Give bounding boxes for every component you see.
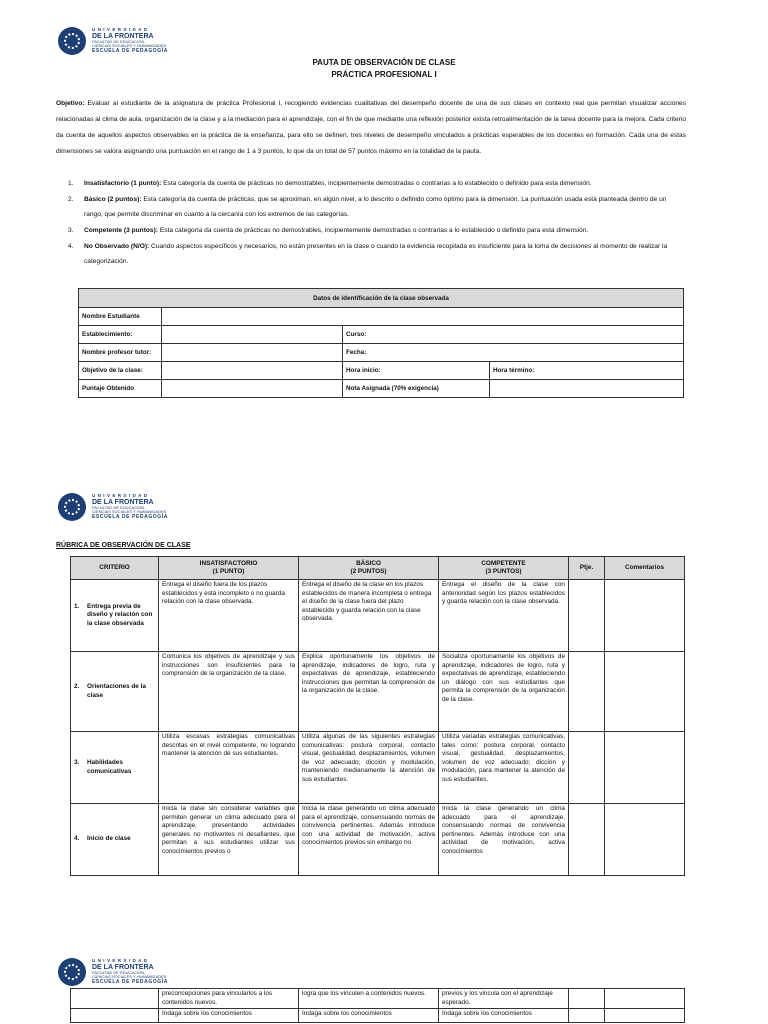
header-criterio: CRITERIO xyxy=(71,557,159,580)
insat-cell: Comunica los objetivos de aprendizaje y sus instrucciones son insuficientes para la comprensión de la organización de la clase. xyxy=(159,652,299,732)
field-establecimiento[interactable] xyxy=(162,326,343,344)
comentarios-cell[interactable] xyxy=(605,1009,685,1023)
header-ptje: Ptje. xyxy=(569,557,605,580)
objective-label: Objetivo: xyxy=(56,100,85,107)
level-item: 3. Competente (3 puntos): Esta categoría da cuenta de prácticas no demostrables, incipientemente demostradas o contrarias a lo establecido o definido para esta dimensión. xyxy=(68,227,589,234)
header-competente: COMPETENTE (3 PUNTOS) xyxy=(439,557,569,580)
label-establecimiento: Establecimiento: xyxy=(79,326,162,344)
performance-levels-list xyxy=(56,176,686,270)
criterio-cell: 1. Entrega previa de diseño y relación con la clase observada xyxy=(71,580,159,652)
table-row xyxy=(71,1009,685,1023)
basico-cell: Utiliza algunas de las siguientes estrategias comunicativas: postura corporal, contacto visual, gestualidad, desplazamientos, volumen de voz adecuado; dicción y modulación, manteniendo medianamente la atención de sus estudiantes. xyxy=(299,732,439,804)
competente-cell: Indaga sobre los conocimientos xyxy=(439,1009,569,1023)
label-nombre-estudiante: Nombre Estudiante xyxy=(79,308,162,326)
competente-cell: Entrega el diseño de la clase con anterioridad según los plazos establecidos y guarda relación con la clase observada. xyxy=(439,580,569,652)
label-fecha[interactable]: Fecha: xyxy=(343,344,684,362)
comentarios-cell[interactable] xyxy=(605,580,685,652)
insat-cell: Entrega el diseño fuera de los plazos establecidos y está incompleto o no guarda relación con la clase observada. xyxy=(159,580,299,652)
table-row xyxy=(71,804,685,876)
insat-cell: preconcepciones para vincularlos a los contenidos nuevos. xyxy=(159,989,299,1009)
objective-paragraph xyxy=(56,96,686,160)
table-row xyxy=(71,989,685,1009)
rubric-table-continued xyxy=(70,988,685,1023)
label-puntaje-obtenido: Puntaje Obtenido xyxy=(79,380,162,398)
identification-table xyxy=(78,288,684,398)
document-subtitle: PRÁCTICA PROFESIONAL I xyxy=(331,70,437,79)
rubric-table xyxy=(70,556,685,876)
university-logo: UNIVERSIDAD DE LA FRONTERA FACULTAD DE EDUCACIÓN, CIENCIAS SOCIALES Y HUMANIDADES ESCUELA DE PEDAGOGÍA xyxy=(58,493,168,521)
label-curso[interactable]: Curso: xyxy=(343,326,684,344)
rubric-header-row xyxy=(71,557,685,580)
competente-cell: previos y los vincula con el aprendizaje esperado. xyxy=(439,989,569,1009)
label-profesor-tutor: Nombre profesor tutor: xyxy=(79,344,162,362)
university-seal-icon xyxy=(58,27,86,55)
ptje-cell[interactable] xyxy=(569,580,605,652)
basico-cell: Explica oportunamente los objetivos de aprendizaje, indicadores de logro, ruta y expectativas de aprendizaje, estableciendo instrucciones que permitan la comprensión de la organización de la clase. xyxy=(299,652,439,732)
basico-cell: Entrega el diseño de la clase en los plazos establecidos de manera incompleta o entrega el diseño de la clase fuera del plazo establecido y guarda relación con la clase observada. xyxy=(299,580,439,652)
level-item: 4. No Observado (N/O): Cuando aspectos específicos y necesarios, no están presentes en la clase o cuando la evidencia recopilada es insuficiente para la toma de decisiones al momento de realizar la categorización. xyxy=(68,243,668,265)
insat-cell: Utiliza escasas estrategias comunicativas descritas en el nivel competente, no logrando mantener la atención de sus estudiantes. xyxy=(159,732,299,804)
insat-cell: Indaga sobre los conocimientos xyxy=(159,1009,299,1023)
criterio-cell: 4. Inicio de clase xyxy=(71,804,159,876)
university-logo: UNIVERSIDAD DE LA FRONTERA FACULTAD DE EDUCACIÓN, CIENCIAS SOCIALES Y HUMANIDADES ESCUELA DE PEDAGOGÍA xyxy=(58,958,168,986)
comentarios-cell[interactable] xyxy=(605,652,685,732)
university-seal-icon xyxy=(58,493,86,521)
table-row xyxy=(71,652,685,732)
level-item: 1. Insatisfactorio (1 punto): Esta categoría da cuenta de prácticas no demostrables, incipientemente demostradas o contrarias a lo establecido o definido para esta dimensión. xyxy=(68,180,592,187)
ptje-cell[interactable] xyxy=(569,989,605,1009)
comentarios-cell[interactable] xyxy=(605,989,685,1009)
university-seal-icon xyxy=(58,958,86,986)
objective-text: Evaluar al estudiante de la asignatura de práctica Profesional I, recogiendo evidencias cualitativas del desempeño docente de una de sus clases en contexto real que permitan visualizar acciones relacionadas al clima de aula, organización de la clase y a la mediación para el aprendizaje, con el fin de que mediante una reflexión posterior exista retroalimentación de la tarea docente para la mejora. Cada criterio da cuenta de aquellos aspectos observables en la práctica de la enseñanza, para ello se definen, tres niveles de desempeño vinculados a prácticas esperables de los docentes en formación. Cada una de estas dimensiones se valora asignando una puntuación en el rango de 1 a 3 puntos, lo que da un total de 57 puntos máximo en la totalidad de la pauta. xyxy=(56,100,686,155)
university-logo: UNIVERSIDAD DE LA FRONTERA FACULTAD DE EDUCACIÓN, CIENCIAS SOCIALES Y HUMANIDADES ESCUELA DE PEDAGOGÍA xyxy=(58,27,168,55)
label-hora-inicio[interactable]: Hora inicio: xyxy=(343,362,490,380)
table-row xyxy=(71,580,685,652)
comentarios-cell[interactable] xyxy=(605,732,685,804)
field-nota-asignada[interactable] xyxy=(490,380,684,398)
ptje-cell[interactable] xyxy=(569,652,605,732)
insat-cell: Inicia la clase sin considerar variables que permiten generar un clima adecuado para el aprendizaje, presentando actividades generales no motivantes ni desafiantes, que permitan a sus estudiantes utilizar sus conocimientos previos o xyxy=(159,804,299,876)
label-objetivo-clase: Objetivo de la clase: xyxy=(79,362,162,380)
ptje-cell[interactable] xyxy=(569,1009,605,1023)
criterio-cell xyxy=(71,1009,159,1023)
header-insatisfactorio: INSATISFACTORIO (1 PUNTO) xyxy=(159,557,299,580)
ptje-cell[interactable] xyxy=(569,732,605,804)
header-basico: BÁSICO (2 PUNTOS) xyxy=(299,557,439,580)
level-item: 2. Básico (2 puntos): Esta categoría da cuenta de prácticas, que se aproximan, en algún nivel, a lo descrito o definido como óptimo para la dimensión. La puntuación usada está planteada dentro de un rango, que permite discriminar en cuanto a la cercanía con los extremos de las categorías. xyxy=(68,196,667,218)
competente-cell: Socializa oportunamente los objetivos de aprendizaje, indicadores de logro, ruta y expectativas de aprendizaje, estableciendo un diálogo con sus estudiantes que permita la comprensión de la organización de la clase. xyxy=(439,652,569,732)
criterio-cell: 3. Habilidades comunicativas xyxy=(71,732,159,804)
label-hora-termino[interactable]: Hora término: xyxy=(490,362,684,380)
identification-table-header: Datos de identificación de la clase observada xyxy=(79,289,684,308)
criterio-cell: 2. Orientaciones de la clase xyxy=(71,652,159,732)
field-objetivo-clase[interactable] xyxy=(162,362,343,380)
field-puntaje-obtenido[interactable] xyxy=(162,380,343,398)
field-nombre-estudiante[interactable] xyxy=(162,308,684,326)
document-title: PAUTA DE OBSERVACIÓN DE CLASE xyxy=(312,58,456,67)
header-comentarios: Comentarios xyxy=(605,557,685,580)
competente-cell: Utiliza variadas estrategias comunicativas, tales como: postura corporal, contacto visual, gestualidad, desplazamientos, volumen de voz adecuado; dicción y modulación, para mantener la atención de sus estudiantes. xyxy=(439,732,569,804)
comentarios-cell[interactable] xyxy=(605,804,685,876)
basico-cell: Inicia la clase generando un clima adecuado para el aprendizaje, consensuando normas de convivencia pertinentes. Además introduce con una actividad de motivación, activa conocimientos previos sin embargo no xyxy=(299,804,439,876)
criterio-cell xyxy=(71,989,159,1009)
basico-cell: logra que los vinculen a contenidos nuevos. xyxy=(299,989,439,1009)
rubric-title: RÚBRICA DE OBSERVACIÓN DE CLASE xyxy=(56,542,191,549)
label-nota-asignada: Nota Asignada (70% exigencia) xyxy=(343,380,490,398)
competente-cell: Inicia la clase generando un clima adecuado para el aprendizaje, consensuando normas de convivencia pertinentes. Además introduce con una actividad de motivación, activa conocimientos xyxy=(439,804,569,876)
basico-cell: Indaga sobre los conocimientos xyxy=(299,1009,439,1023)
table-row xyxy=(71,732,685,804)
field-profesor-tutor[interactable] xyxy=(162,344,343,362)
ptje-cell[interactable] xyxy=(569,804,605,876)
